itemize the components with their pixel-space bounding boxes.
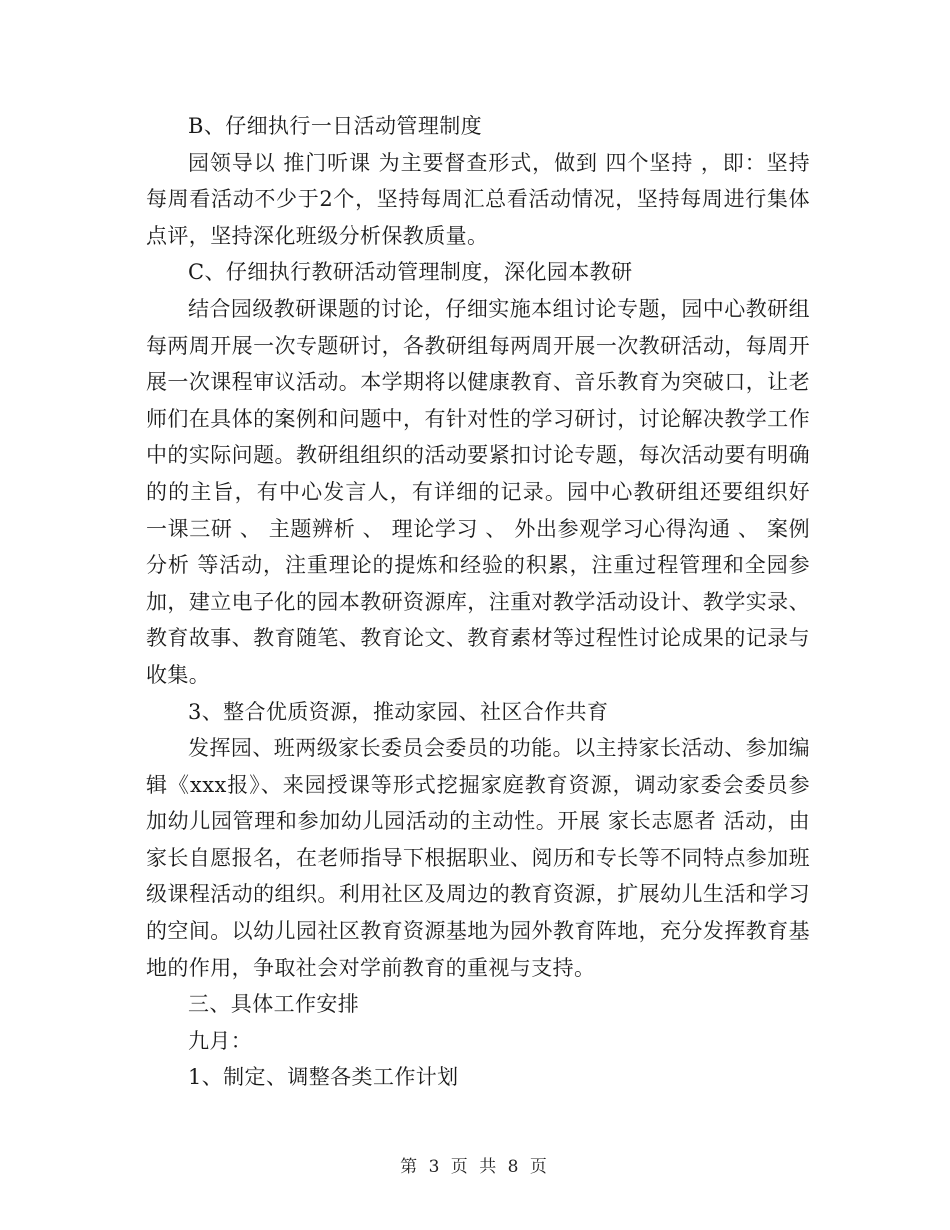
heading-b-daily-activity: B、仔细执行一日活动管理制度: [188, 114, 483, 138]
heading-september: 九月：: [188, 1028, 253, 1053]
heading-3-integrate-resources: 3、整合优质资源，推动家园、社区合作共育: [188, 699, 609, 724]
paragraph-research-activities: 结合园级教研课题的讨论，仔细实施本组讨论专题，园中心教研组每两周开展一次专题研讨，各教研组每两周开展一次教研活动，每周开展一次课程审议活动。本学期将以健康教育、音乐教育为突破口，让老师们在具体的案例和问题中，有针对性的学习研讨，讨论解决教学工作中的实际问题。教研组组织的活动要紧扣讨论专题，每次活动要有明确的的主旨，有中心发言人，有详细的记录。园中心教研组还要组织好 一课三研 、 主题辨析 、 理论学习 、 外出参观学习心得沟通 、 案例分析 等活动，注重理论的提炼和经验的积累，注重过程管理和全园参加，建立电子化的园本教研资源库，注重对教学活动设计、教学实录、教育故事、教育随笔、教育论文、教育素材等过程性讨论成果的记录与收集。: [146, 296, 810, 687]
item-1-work-plans: 1、制定、调整各类工作计划: [188, 1065, 459, 1090]
paragraph-family-community: 发挥园、班两级家长委员会委员的功能。以主持家长活动、参加编辑《xxx报》、来园授课等形式挖掘家庭教育资源，调动家委会委员参加幼儿园管理和参加幼儿园活动的主动性。开展 家长志愿者 活动，由家长自愿报名，在老师指导下根据职业、阅历和专长等不同特点参加班级课程活动的组织。利用社区及周边的教育资源，扩展幼儿生活和学习的空间。以幼儿园社区教育资源基地为园外教育阵地，充分发挥教育基地的作用，争取社会对学前教育的重视与支持。: [146, 736, 810, 980]
page-number-footer: 第 3 页 共 8 页: [400, 1157, 550, 1177]
paragraph-four-persistences: 园领导以 推门听课 为主要督查形式，做到 四个坚持 ，即：坚持每周看活动不少于2个，坚持每周汇总看活动情况，坚持每周进行集体点评，坚持深化班级分析保教质量。: [146, 150, 810, 248]
heading-work-arrangement: 三、具体工作安排: [188, 992, 360, 1017]
document-body: [146, 108, 810, 1096]
heading-c-teaching-research: C、仔细执行教研活动管理制度，深化园本教研: [188, 260, 633, 285]
